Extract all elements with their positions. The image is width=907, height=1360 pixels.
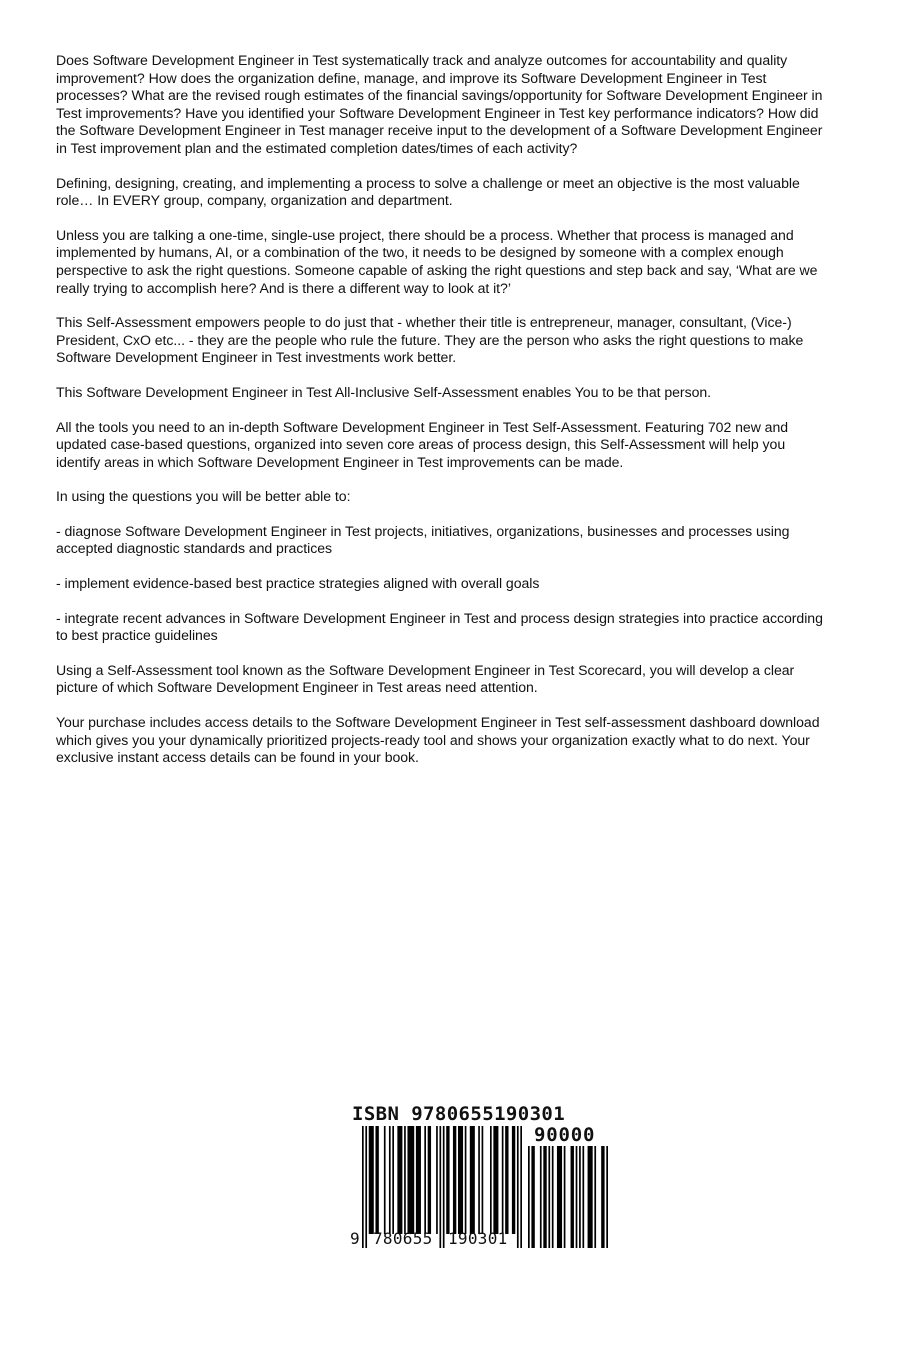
addon-bars (528, 1146, 608, 1248)
ean13-bar-12 (428, 1126, 431, 1234)
addon-bar-13 (594, 1146, 596, 1248)
ean13-bar-20 (470, 1126, 475, 1234)
addon-bar-2 (540, 1146, 542, 1248)
ean13-bar-15 (443, 1126, 445, 1248)
ean13-bar-24 (493, 1126, 498, 1234)
addon-bar-11 (582, 1146, 584, 1248)
ean13-bar-7 (397, 1126, 402, 1234)
paragraph-empowers: This Self-Assessment empowers people to do just that - whether their title is entrepreneur, manager, consultant, (Vice-) President, CxO etc... - they are the people who rule the future. They are the person who asks the right questions to make Software Development Engineer in Test investments work better. (56, 314, 804, 366)
ean13-bar-21 (478, 1126, 480, 1234)
ean13-bar-18 (458, 1126, 463, 1234)
ean13-bar-1 (365, 1126, 367, 1248)
paragraph-purchase: Your purchase includes access details to the Software Development Engineer in Test self-assessment dashboard download which gives you your dynamically prioritized projects-ready tool and shows your organization exactly what to do next. Your exclusive instant access details can be found in your book. (56, 714, 820, 766)
paragraph-process: Unless you are talking a one-time, single-use project, there should be a process. Whether that process is managed and implemented by humans, AI, or a combination of the two, it needs to be designed by someone with a complex enough perspective to ask the right questions. Someone capable of asking the right questions and step back and say, ‘What are we really trying to accomplish here? And is there a different way to look at it?’ (56, 226, 818, 296)
ean13-bar-17 (453, 1126, 456, 1234)
ean13-bar-2 (369, 1126, 374, 1234)
ean13-bar-27 (512, 1126, 515, 1234)
ean13-bar-10 (416, 1126, 421, 1234)
addon-bar-15 (606, 1146, 608, 1248)
barcode-left-digits: 780655 (373, 1229, 433, 1248)
ean13-bar-9 (407, 1126, 414, 1234)
ean13-bar-8 (404, 1126, 406, 1234)
ean13-bar-26 (505, 1126, 508, 1234)
ean13-bar-3 (375, 1126, 378, 1234)
bullet-implement: - implement evidence-based best practice strategies aligned with overall goals (56, 575, 540, 592)
addon-bar-4 (548, 1146, 550, 1248)
addon-bar-12 (588, 1146, 593, 1248)
addon-bar-14 (601, 1146, 604, 1248)
addon-bar-5 (552, 1146, 554, 1248)
ean13-bar-16 (446, 1126, 449, 1234)
ean13-bar-19 (465, 1126, 467, 1234)
price-code: 90000 (534, 1124, 596, 1146)
paragraph-tools: All the tools you need to an in-depth Software Development Engineer in Test Self-Assessment. Featuring 702 new and updated case-based questions, organized into seven core areas of process design, this Self-Assessment will help you identify areas in which Software Development Engineer in Test improvements can be made. (56, 418, 789, 470)
back-cover-text (56, 52, 830, 784)
ean13-bar-4 (384, 1126, 386, 1234)
addon-bar-10 (579, 1146, 581, 1248)
ean13-bar-0 (362, 1126, 364, 1248)
paragraph-scorecard: Using a Self-Assessment tool known as the Software Development Engineer in Test Scorecard, you will develop a clear picture of which Software Development Engineer in Test areas need attention. (56, 661, 795, 696)
bullet-diagnose: - diagnose Software Development Engineer in Test projects, initiatives, organizations, businesses and processes using accepted diagnostic standards and practices (56, 522, 790, 557)
addon-bar-9 (576, 1146, 578, 1248)
ean13-bar-13 (436, 1126, 438, 1234)
addon-bar-6 (557, 1146, 562, 1248)
barcode-right-digits: 190301 (448, 1229, 508, 1248)
paragraph-using-questions: In using the questions you will be better able to: (56, 488, 351, 505)
ean13-bar-22 (482, 1126, 484, 1234)
bullet-integrate: - integrate recent advances in Software Development Engineer in Test and process design strategies into practice according to best practice guidelines (56, 609, 823, 644)
ean13-bar-28 (517, 1126, 519, 1248)
isbn-barcode (350, 1104, 610, 1264)
ean13-bar-6 (392, 1126, 394, 1234)
paragraph-enables-you: This Software Development Engineer in Test All-Inclusive Self-Assessment enables You to be that person. (56, 383, 712, 400)
ean13-bar-29 (520, 1126, 522, 1248)
addon-bar-7 (564, 1146, 566, 1248)
paragraph-intro-questions: Does Software Development Engineer in Test systematically track and analyze outcomes for accountability and quality improvement? How does the organization define, manage, and improve its Software Development Engineer in Test processes? What are the revised rough estimates of the financial savings/opportunity for Software Development Engineer in Test improvements? Have you identified your Software Development Engineer in Test key performance indicators? How did the Software Development Engineer in Test manager receive input to the development of a Software Development Engineer in Test improvement plan and the estimated completion dates/times of each activity? (56, 52, 823, 156)
addon-bar-3 (543, 1146, 546, 1248)
addon-bar-0 (528, 1146, 530, 1248)
ean13-bar-14 (439, 1126, 441, 1248)
addon-bar-1 (531, 1146, 534, 1248)
ean13-bar-5 (389, 1126, 391, 1234)
ean13-bar-11 (424, 1126, 426, 1234)
addon-bar-8 (571, 1146, 574, 1248)
isbn-label: ISBN 9780655190301 (352, 1103, 566, 1125)
barcode-first-digit: 9 (350, 1229, 360, 1248)
ean13-bar-25 (502, 1126, 504, 1234)
paragraph-valuable-role: Defining, designing, creating, and implementing a process to solve a challenge or meet an objective is the most valuable role… In EVERY group, company, organization and department. (56, 174, 800, 209)
ean13-bar-23 (490, 1126, 492, 1234)
